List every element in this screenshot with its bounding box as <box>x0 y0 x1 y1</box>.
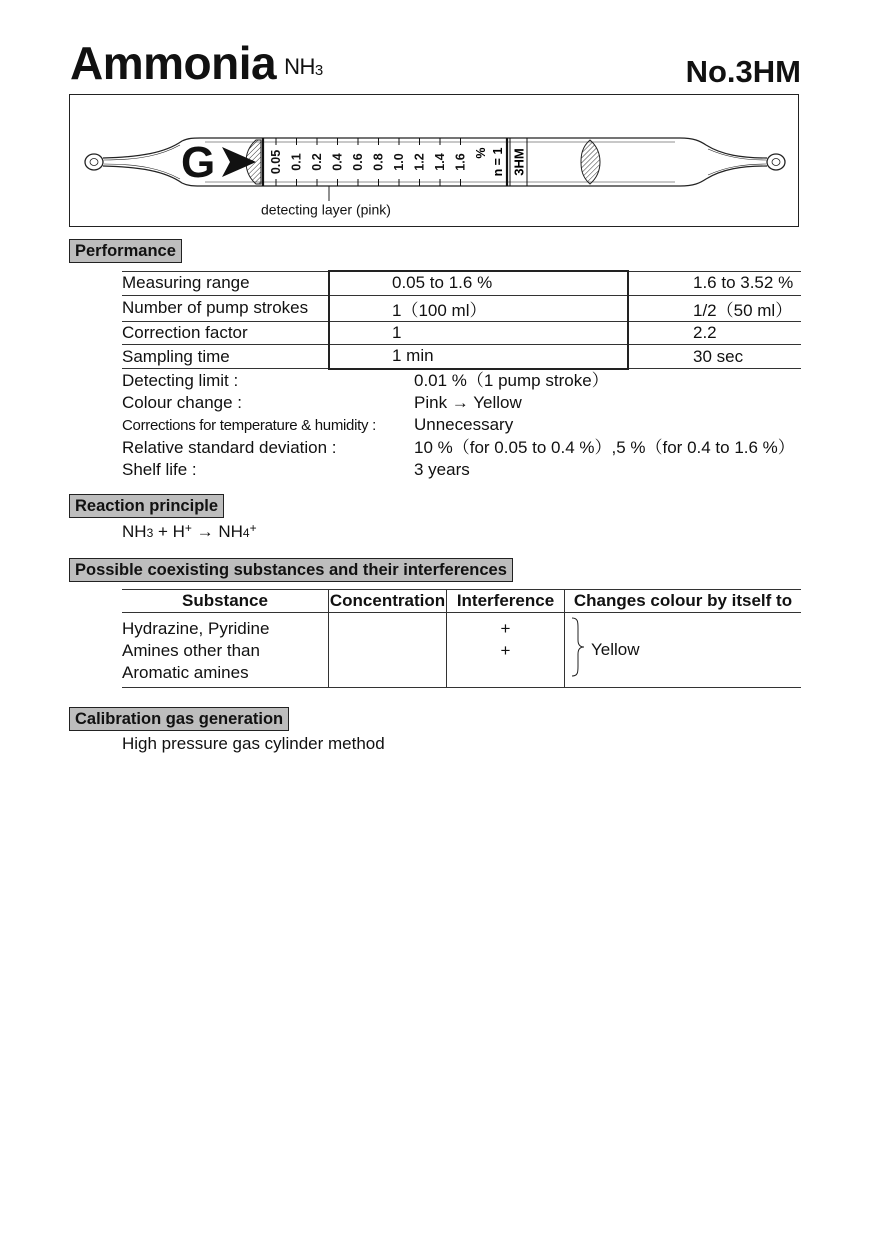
column-header-colour-change: Changes colour by itself to <box>565 590 802 613</box>
interference-cell <box>447 613 565 688</box>
detail-label: Colour change : <box>122 393 243 412</box>
unit-mark: % <box>474 147 488 159</box>
range-high-value: 1/2（50 ml） <box>628 295 801 321</box>
concentration-cell <box>329 613 447 688</box>
reaction-superscript: + <box>184 521 192 535</box>
colour-change-cell <box>565 613 802 688</box>
shelf-life <box>122 459 470 481</box>
colour-value: Yellow <box>591 640 640 659</box>
reaction-equation <box>122 521 257 542</box>
curly-brace-icon <box>569 616 589 678</box>
scale-mark-label: 0.6 <box>351 153 365 171</box>
formula-subscript: 3 <box>314 62 323 79</box>
substance-name: Ammonia <box>70 37 277 89</box>
temperature-humidity-correction <box>122 414 513 436</box>
page-title <box>70 36 323 90</box>
scale-mark-label: 0.2 <box>310 153 324 171</box>
detail-value: Unnecessary <box>414 415 514 434</box>
table-row <box>122 321 801 345</box>
range-high-value: 30 sec <box>628 345 801 369</box>
scale-mark-label: 1.2 <box>412 153 427 171</box>
range-low-value: 1（100 ml） <box>329 295 628 321</box>
scale-mark-label: 0.1 <box>289 153 304 171</box>
interferences-heading: Possible coexisting substances and their interferences <box>69 558 513 582</box>
range-low-value: 1 min <box>329 345 628 369</box>
colour-change <box>122 392 522 414</box>
substance-item: Aromatic amines <box>122 663 249 682</box>
detecting-layer-caption: detecting layer (pink) <box>261 201 391 218</box>
chemical-formula <box>284 54 323 79</box>
tube-left-tip <box>85 154 103 170</box>
calibration-method: High pressure gas cylinder method <box>122 734 385 753</box>
scale-mark-label: 0.4 <box>330 153 345 171</box>
table-row <box>122 271 801 295</box>
row-label: Sampling time <box>122 345 329 369</box>
table-row <box>122 295 801 321</box>
detail-label: Relative standard deviation : <box>122 438 337 457</box>
scale-mark-label: 0.05 <box>269 149 283 175</box>
table-header-row <box>122 590 801 613</box>
reaction-principle-heading: Reaction principle <box>69 494 224 518</box>
scale-mark-label: 1.4 <box>433 153 447 171</box>
detail-value: Pink → Yellow <box>414 393 522 412</box>
detail-value: 3 years <box>414 460 470 479</box>
substance-item: Hydrazine, Pyridine <box>122 619 270 638</box>
scale-mark-label: 1.0 <box>392 153 406 171</box>
product-number: No.3HM <box>685 54 801 89</box>
column-header-concentration: Concentration <box>329 590 447 613</box>
interference-mark: + <box>500 641 511 660</box>
interference-table <box>122 589 801 688</box>
range-high-value: 2.2 <box>628 321 801 345</box>
gastec-logo: G <box>181 138 216 187</box>
reaction-part: → NH <box>191 522 243 541</box>
detail-label: Shelf life : <box>122 460 197 479</box>
detector-tube-drawing <box>70 95 800 228</box>
range-low-value: 0.05 to 1.6 % <box>329 271 628 295</box>
row-label: Correction factor <box>122 321 329 345</box>
detail-label: Corrections for temperature & humidity : <box>122 417 376 434</box>
column-header-interference: Interference <box>447 590 565 613</box>
table-row <box>122 613 801 688</box>
scale-mark-label: 1.6 <box>453 153 468 171</box>
row-label: Measuring range <box>122 271 329 295</box>
range-low-value: 1 <box>329 321 628 345</box>
interference-mark: + <box>500 619 511 638</box>
reaction-subscript: 3 <box>146 526 154 540</box>
performance-table <box>122 270 801 370</box>
detecting-limit <box>122 370 609 392</box>
row-label: Number of pump strokes <box>122 295 329 321</box>
reaction-superscript: + <box>249 521 257 535</box>
stroke-label: n = 1 <box>491 147 505 177</box>
tube-diagram <box>69 94 799 227</box>
performance-heading: Performance <box>69 239 182 263</box>
scale-mark-label: 0.8 <box>371 153 386 171</box>
detail-value: 10 %（for 0.05 to 0.4 %）,5 %（for 0.4 to 1.6 %） <box>414 438 795 457</box>
substance-item: Amines other than <box>122 641 260 660</box>
detail-value: 0.01 %（1 pump stroke） <box>414 371 609 390</box>
column-header-substance: Substance <box>122 590 329 613</box>
calibration-heading: Calibration gas generation <box>69 707 289 731</box>
reaction-subscript: 4 <box>242 526 250 540</box>
relative-standard-deviation <box>122 437 795 459</box>
formula-main: NH <box>284 54 315 79</box>
detail-label: Detecting limit : <box>122 371 239 390</box>
reaction-part: NH <box>122 522 147 541</box>
range-high-value: 1.6 to 3.52 % <box>628 271 801 295</box>
tube-right-tip <box>767 154 785 170</box>
table-row <box>122 345 801 369</box>
substance-list <box>122 613 329 688</box>
reaction-part: + H <box>153 522 185 541</box>
model-label: 3HM <box>511 148 527 176</box>
